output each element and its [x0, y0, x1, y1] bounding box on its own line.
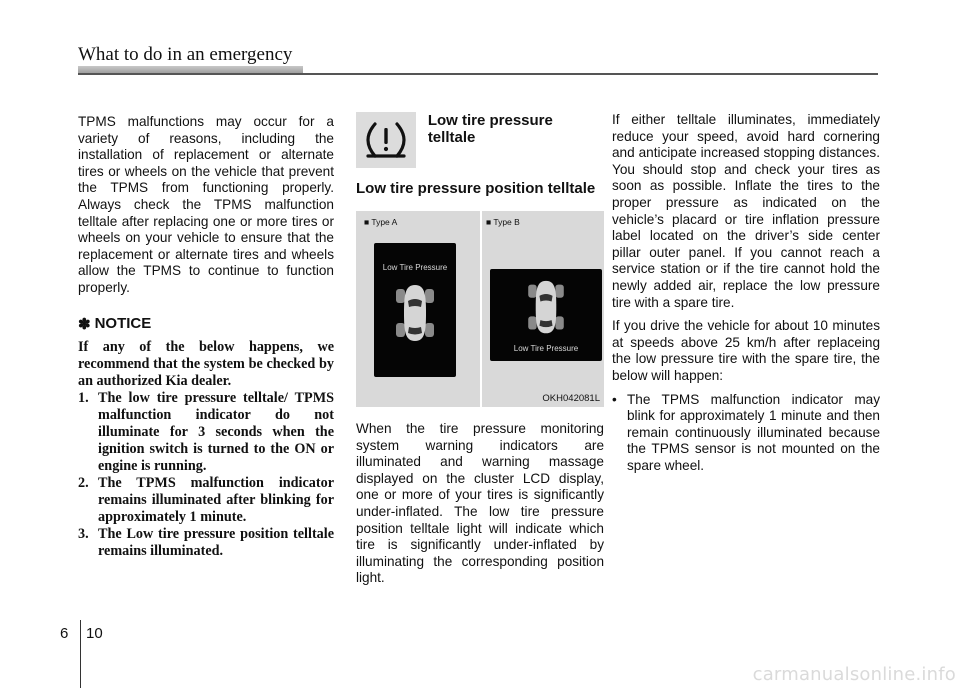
type-b-label: ■ Type B: [486, 217, 520, 227]
column-middle: [356, 112, 604, 587]
spare-tire-bullets: [612, 392, 880, 475]
notice-list: [78, 390, 334, 560]
lcd-screen-type-a: [374, 243, 456, 377]
bullet-text: The TPMS malfunction indicator may blink for approximately 1 minute and then remain continuously illuminated because the TPMS sensor is not mounted on the spare wheel.: [627, 391, 880, 473]
notice-item: [78, 475, 334, 526]
notice-intro: If any of the below happens, we recommend that the system be checked by an authorized Kia dealer.: [78, 338, 334, 389]
notice-heading: [78, 315, 334, 333]
lcd-screen-type-b: [490, 269, 602, 361]
tpms-intro-paragraph: TPMS malfunctions may occur for a variety of reasons, including the installation of replacement or alternate tires or wheels on the vehicle that prevent the TPMS from functioning properly. Always check the TPMS malfunction telltale after replacing one or more tires or wheels on your vehicle to ensure that the replacement or alternate tires and wheels allow the TPMS to continue to function properly.: [78, 114, 334, 295]
figure-type-a: [356, 211, 480, 407]
notice-cross-icon: ✽: [78, 315, 91, 333]
notice-heading-label: NOTICE: [94, 315, 152, 333]
notice-item-text: The low tire pressure telltale/ TPMS malfunction indicator do not illuminate for 3 seconds when the ignition switch is turned to the ON or engine is running.: [98, 389, 334, 474]
notice-item-text: The Low tire pressure position telltale remains illuminated.: [98, 525, 334, 559]
bullet-item: [612, 392, 880, 475]
footer-divider: [80, 620, 81, 688]
low-tire-pressure-icon: [356, 112, 416, 168]
telltale-title: Low tire pressure telltale: [427, 112, 553, 146]
column-right: [612, 112, 880, 474]
lcd-display-figure: [356, 211, 604, 407]
notice-item-number: 2.: [78, 474, 89, 491]
figure-type-b: [482, 211, 604, 407]
position-telltale-heading: Low tire pressure position telltale: [356, 180, 596, 197]
figure-caption: OKH042081L: [542, 393, 600, 404]
notice-item: [78, 390, 334, 475]
notice-item-number: 1.: [78, 389, 89, 406]
type-a-label: ■ Type A: [364, 217, 398, 227]
lcd-label-type-b: Low Tire Pressure: [513, 344, 579, 353]
position-telltale-paragraph: When the tire pressure monitoring system warning indicators are illuminated and warning massage displayed on the cluster LCD display, one or more of your tires is significantly under-inflated. The low tire pressure position telltale light will indicate which tire is significantly under-inflated by illuminating the corresponding position light.: [356, 421, 604, 586]
notice-item: [78, 526, 334, 560]
lcd-label-type-a: Low Tire Pressure: [382, 263, 448, 272]
car-tires-icon: [394, 283, 436, 345]
column-left: [78, 114, 334, 560]
telltale-heading-row: [356, 112, 604, 168]
chapter-number: 6: [60, 625, 69, 642]
page-header-title: What to do in an emergency: [78, 44, 293, 65]
watermark: carmanualsonline.info: [752, 664, 956, 685]
notice-item-text: The TPMS malfunction indicator remains illuminated after blinking for approximately 1 minute.: [98, 474, 334, 525]
page-number: 10: [86, 625, 103, 642]
bullet-dot: •: [612, 391, 617, 407]
spare-tire-paragraph: If you drive the vehicle for about 10 minutes at speeds above 25 km/h after replaceing the low pressure tire with the spare tire, the below will happen:: [612, 318, 880, 383]
notice-item-number: 3.: [78, 525, 89, 542]
car-tires-icon: [525, 279, 567, 337]
telltale-action-paragraph: If either telltale illuminates, immediately reduce your speed, avoid hard cornering and anticipate increased stopping distances. You should stop and check your tires as soon as possible. Inflate the tires to the proper pressure as indicated on the vehicle’s placard or tire inflation pressure label located on the driver’s side center pillar outer panel. If you cannot reach a service station or if the tire cannot hold the newly added air, replace the low pressure tire with a spare tire.: [612, 112, 880, 310]
header-rule: [78, 73, 878, 75]
